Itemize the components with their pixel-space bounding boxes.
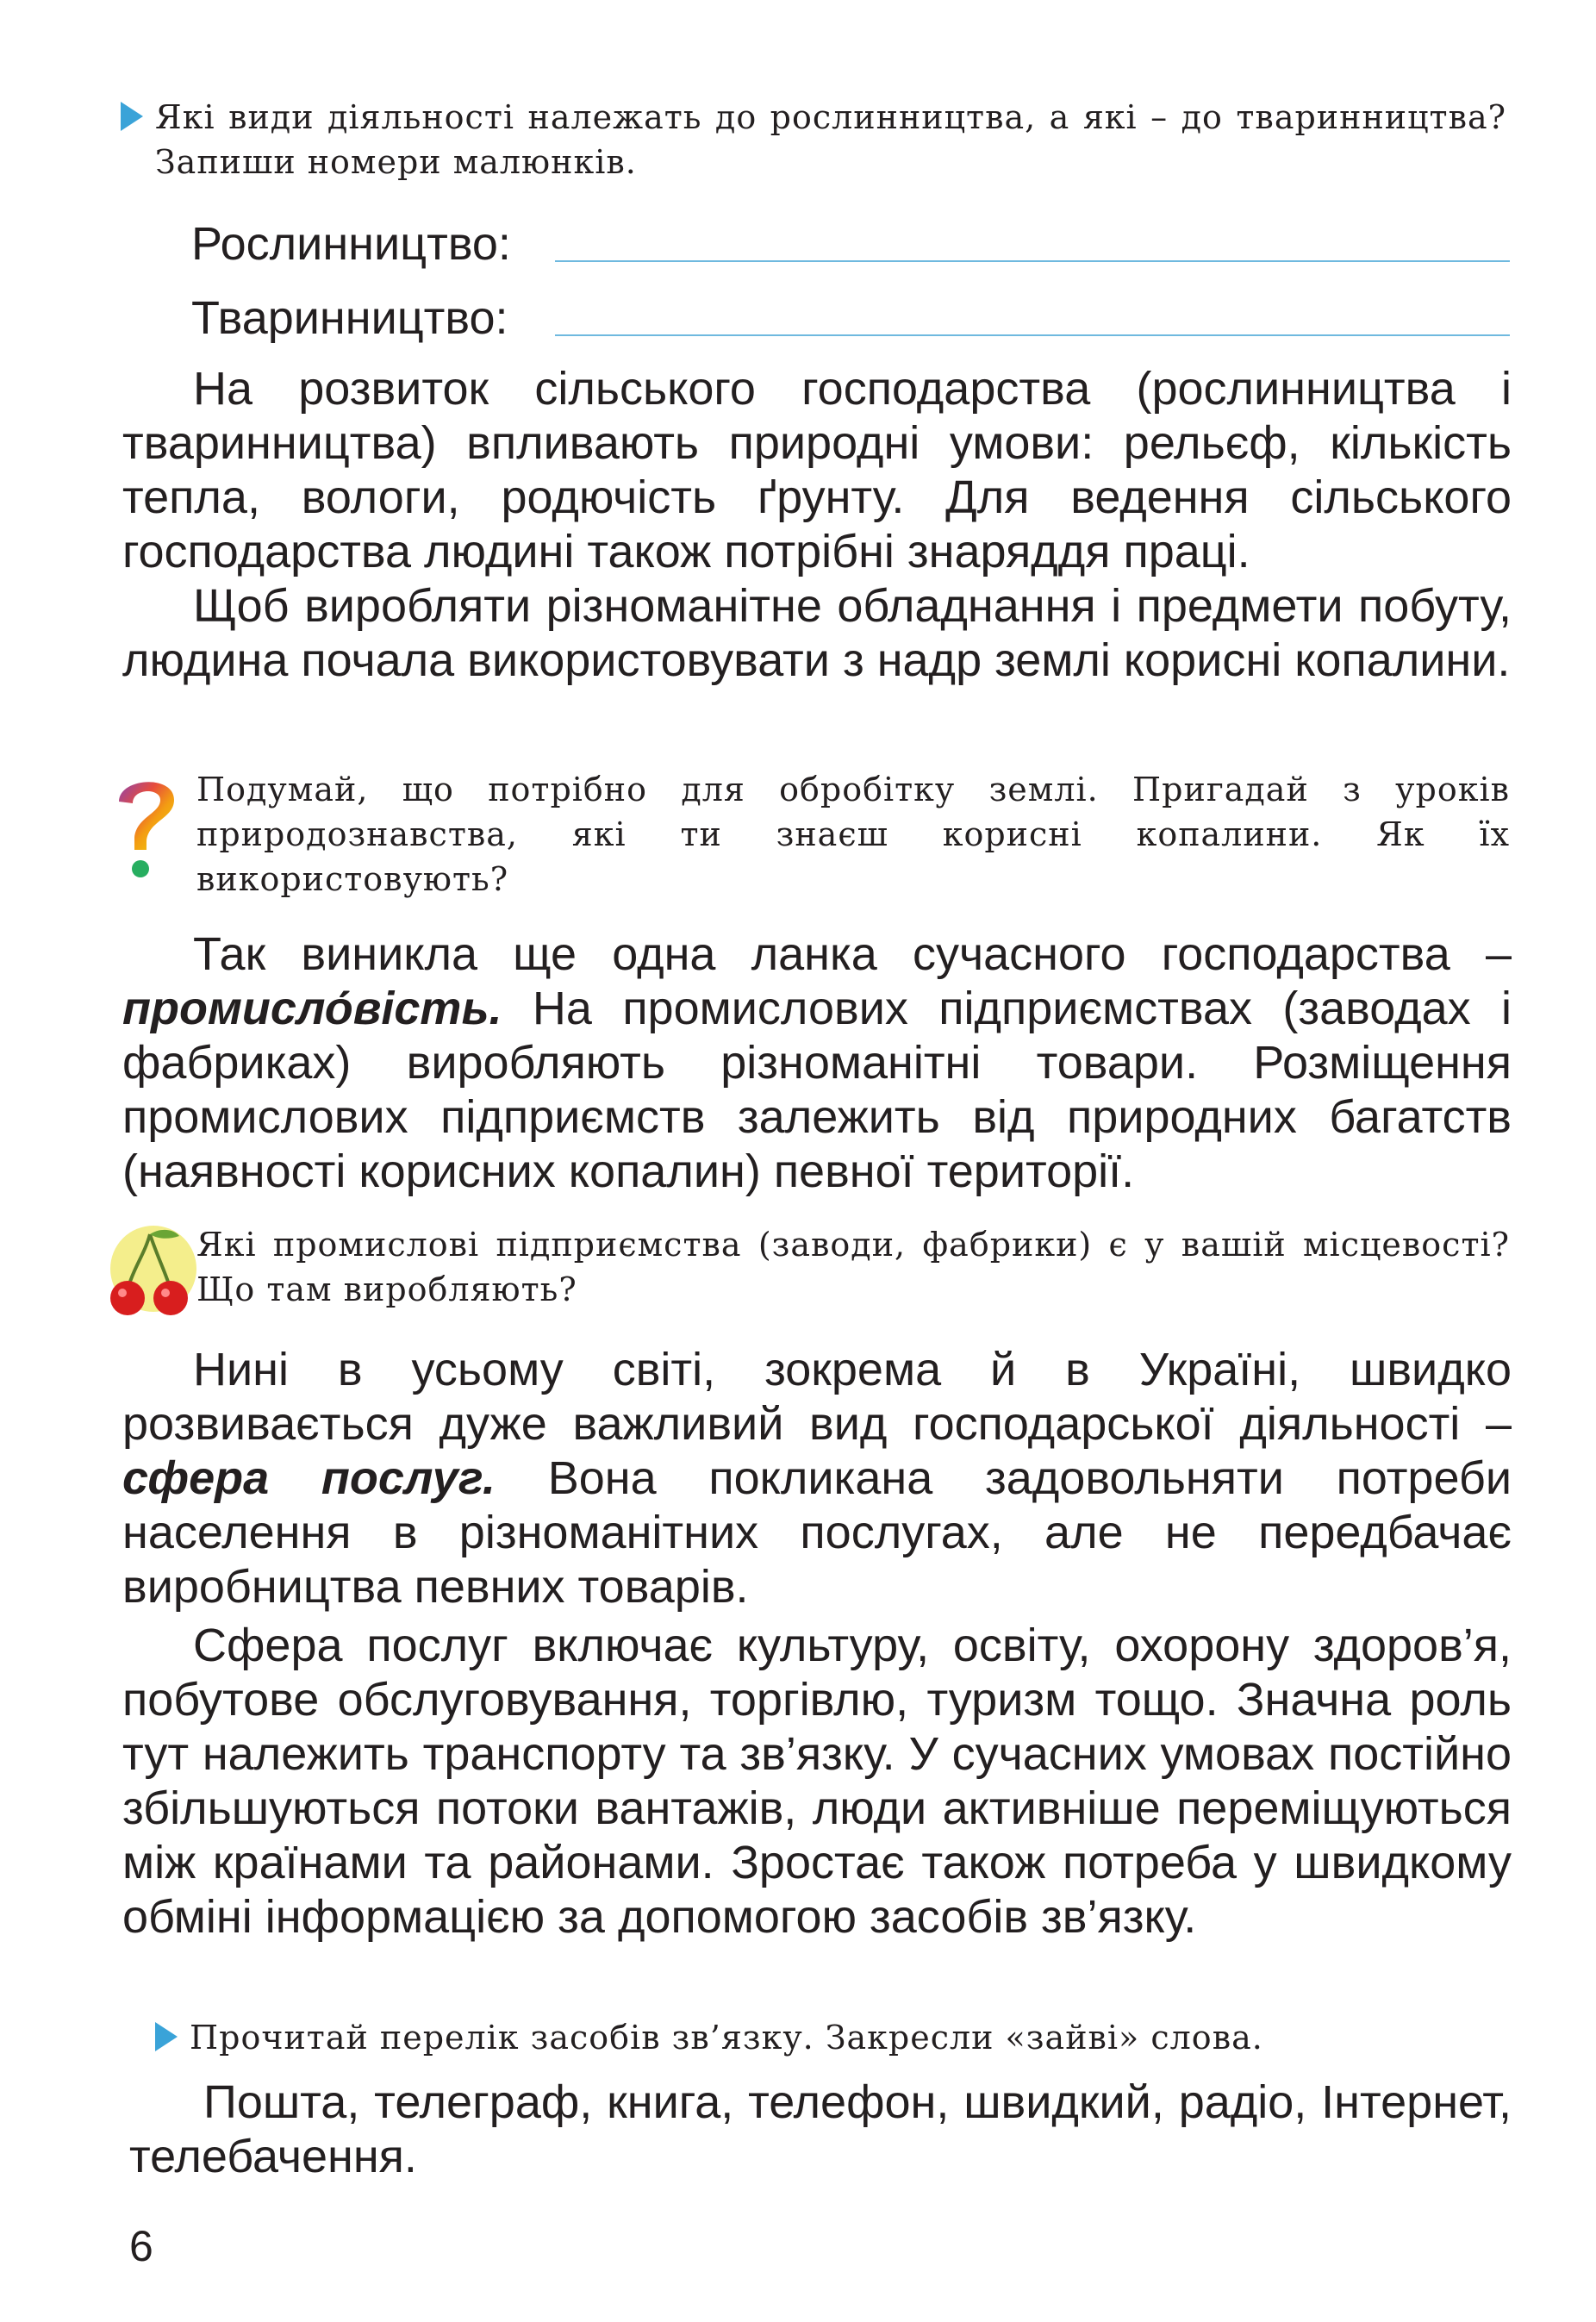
page-number: 6 bbox=[129, 2222, 153, 2270]
task-instruction bbox=[121, 95, 1506, 184]
task-instruction bbox=[155, 2015, 1508, 2060]
communication-list[interactable]: Пошта, телеграф, книга, телефон, швидкий, радіо, Інтернет, телебачення. bbox=[129, 2076, 1512, 2182]
key-term: сфера послуг. bbox=[122, 1452, 496, 1504]
cherry-icon bbox=[103, 1222, 196, 1319]
local-question bbox=[103, 1222, 1510, 1312]
think-text: Подумай, що потрібно для обробітку землі. Пригадай з уроків природознавства, які ти знаєш корисні копалини. Як їх використовують? bbox=[196, 771, 1510, 898]
paragraph-text: Нині в усьому світі, зокрема й в Україні, швидко розвивається дуже важливий вид господарської діяльності – bbox=[122, 1344, 1512, 1450]
think-question bbox=[103, 767, 1510, 902]
paragraph: Щоб виробляти різноманітне обладнання і предмети побуту, людина почала використовувати з надр землі корисні копалини. bbox=[122, 580, 1512, 686]
answer-row-crop[interactable] bbox=[191, 214, 1510, 274]
paragraph: Сфера послуг включає культуру, освіту, охорону здоров’я, побутове обслуговування, торгівлю, туризм тощо. Значна роль тут належить транспорту та зв’язку. У сучасних умовах постійно збільшуються потоки вантажів, люди активніше переміщуються між країнами та районами. Зростає також потреба у швидкому обміні інформацією за допомогою засобів зв’язку. bbox=[122, 1620, 1512, 1943]
triangle-marker-icon bbox=[121, 102, 143, 131]
paragraph-text: На промислових підприємствах (заводах і фабриках) виробляють різноманітні товари. Розміщення промислових підприємств залежить від природних багатств (наявності корисних копалин) певної території. bbox=[122, 983, 1512, 1197]
key-term: промисло́вість. bbox=[122, 983, 502, 1034]
answer-line[interactable] bbox=[555, 334, 1510, 336]
question-mark-icon bbox=[103, 767, 190, 888]
paragraph-text: Вона покликана задовольняти потреби населення в різноманітних послугах, але не передбачає виробництва певних товарів. bbox=[122, 1452, 1512, 1613]
task-text: Які види діяльності належать до рослинництва, а які – до тваринництва? Запиши номери малюнків. bbox=[155, 98, 1506, 181]
answer-row-livestock[interactable] bbox=[191, 288, 1510, 348]
answer-label: Тваринництво: bbox=[191, 292, 508, 344]
paragraph bbox=[122, 1343, 1512, 1614]
task-text: Прочитай перелік засобів зв’язку. Закресли «зайві» слова. bbox=[190, 2019, 1263, 2057]
local-text: Які промислові підприємства (заводи, фабрики) є у вашій місцевості? Що там виробляють? bbox=[196, 1226, 1510, 1308]
triangle-marker-icon bbox=[155, 2022, 178, 2051]
answer-line[interactable] bbox=[555, 260, 1510, 262]
answer-label: Рослинництво: bbox=[191, 218, 511, 270]
paragraph bbox=[122, 927, 1512, 1199]
paragraph: На розвиток сільського господарства (рослинництва і тваринництва) впливають природні умови: рельєф, кількість тепла, вологи, родючість ґрунту. Для ведення сільського господарства людині також потрібні знаряддя праці. bbox=[122, 363, 1512, 577]
paragraph-text: Так виникла ще одна ланка сучасного господарства – bbox=[193, 928, 1512, 980]
